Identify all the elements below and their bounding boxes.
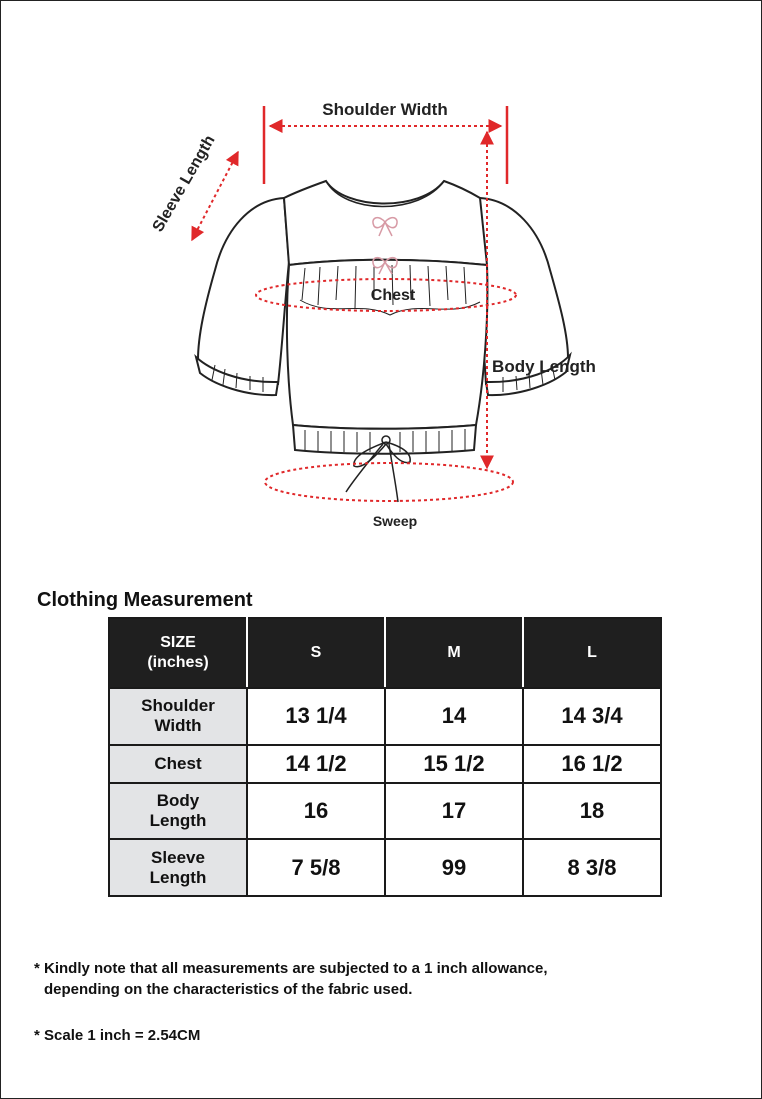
allowance-note <box>34 958 548 1000</box>
size-header: SIZE (inches) <box>109 618 247 688</box>
table-row <box>109 783 661 840</box>
cell-value: 14 3/4 <box>523 688 661 745</box>
row-label-chest: Chest <box>109 745 247 783</box>
cell-value: 17 <box>385 783 523 840</box>
cell-value: 14 1/2 <box>247 745 385 783</box>
cell-value: 18 <box>523 783 661 840</box>
sleeve-length-label: Sleeve Length <box>149 132 219 235</box>
size-m-header: M <box>385 618 523 688</box>
row-label-body-length: Body Length <box>109 783 247 840</box>
left-sleeve <box>198 198 289 384</box>
allowance-note-line2: depending on the characteristics of the fabric used. <box>44 981 413 998</box>
cell-value: 14 <box>385 688 523 745</box>
size-chart-table <box>108 617 662 897</box>
table-row <box>109 745 661 783</box>
body <box>287 260 488 429</box>
blouse-illustration <box>196 181 570 454</box>
cell-value: 7 5/8 <box>247 839 385 896</box>
sweep-label: Sweep <box>372 513 418 529</box>
scale-note: * Scale 1 inch = 2.54CM <box>34 1027 201 1044</box>
size-s-header: S <box>247 618 385 688</box>
cell-value: 15 1/2 <box>385 745 523 783</box>
table-header-row <box>109 618 661 688</box>
shoulder-width-label: Shoulder Width <box>322 100 448 119</box>
chest-label: Chest <box>370 287 416 304</box>
table-row <box>109 688 661 745</box>
section-title: Clothing Measurement <box>37 589 253 611</box>
size-l-header: L <box>523 618 661 688</box>
cell-value: 16 <box>247 783 385 840</box>
cell-value: 8 3/8 <box>523 839 661 896</box>
body-length-label: Body Length <box>492 357 596 376</box>
row-label-shoulder-width: Shoulder Width <box>109 688 247 745</box>
row-label-sleeve-length: Sleeve Length <box>109 839 247 896</box>
table-row <box>109 839 661 896</box>
cell-value: 13 1/4 <box>247 688 385 745</box>
cell-value: 16 1/2 <box>523 745 661 783</box>
allowance-note-line1: * Kindly note that all measurements are subjected to a 1 inch allowance, <box>34 960 548 977</box>
cell-value: 99 <box>385 839 523 896</box>
